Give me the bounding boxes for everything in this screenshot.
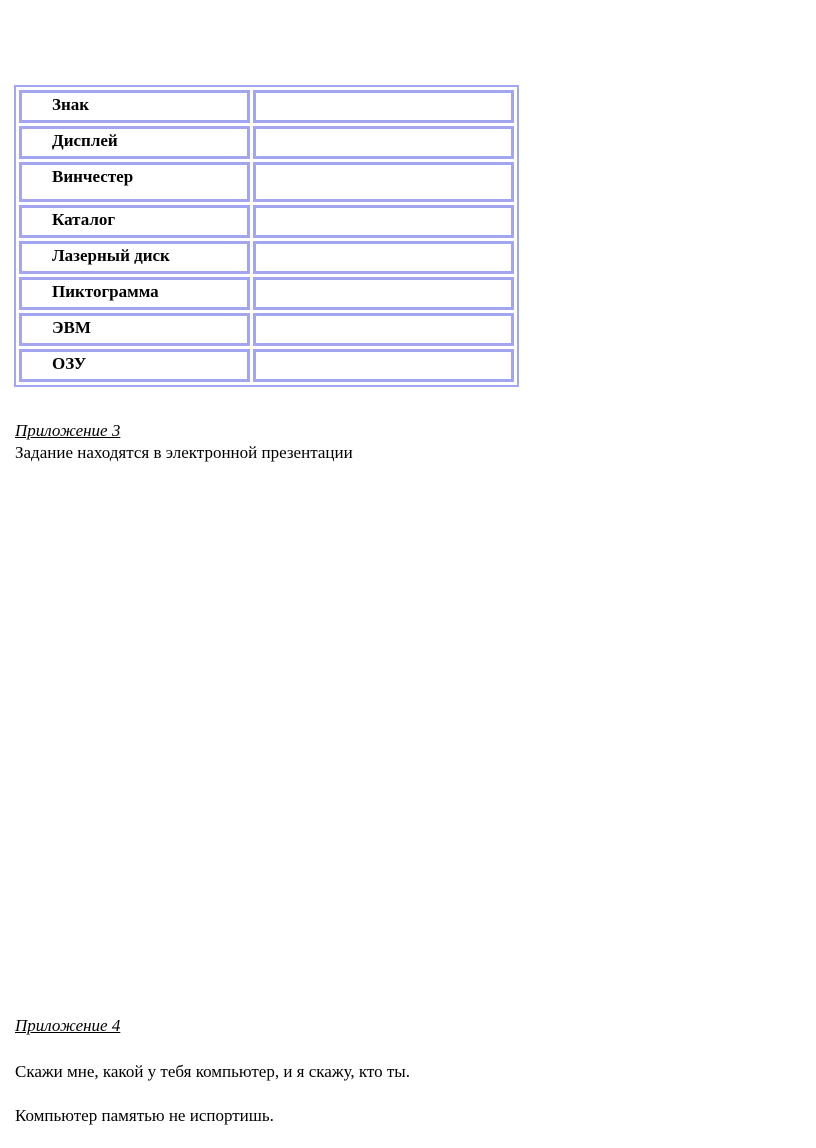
term-label: Дисплей: [52, 131, 118, 150]
answer-cell: [253, 277, 514, 310]
term-cell: [19, 205, 250, 238]
answer-cell: [253, 162, 514, 202]
table-row: [19, 277, 514, 310]
table-row: [19, 90, 514, 123]
term-cell: [19, 313, 250, 346]
answer-cell: [253, 90, 514, 123]
answer-cell: [253, 349, 514, 382]
term-label: ЭВМ: [52, 318, 91, 337]
answer-cell: [253, 241, 514, 274]
term-label: Лазерный диск: [52, 246, 170, 265]
term-label: ОЗУ: [52, 354, 87, 373]
answer-cell: [253, 205, 514, 238]
table-row: [19, 205, 514, 238]
answer-cell: [253, 126, 514, 159]
term-cell: [19, 90, 250, 123]
answer-cell: [253, 313, 514, 346]
quote-line: Компьютер памятью не испортишь.: [15, 1106, 274, 1125]
term-label: Каталог: [52, 210, 116, 229]
table-row: [19, 313, 514, 346]
table-row: [19, 126, 514, 159]
table-row: [19, 241, 514, 274]
term-label: Винчестер: [52, 167, 134, 186]
table-row: [19, 349, 514, 382]
appendix-3-title: Приложение 3: [15, 421, 121, 440]
term-label: Знак: [52, 95, 90, 114]
term-cell: [19, 277, 250, 310]
term-cell: [19, 162, 250, 202]
term-label: Пиктограмма: [52, 282, 159, 301]
appendix-4-title: Приложение 4: [15, 1016, 121, 1035]
terms-table: [14, 85, 519, 387]
table-row: [19, 162, 514, 202]
appendix-3-text: Задание находятся в электронной презентации: [15, 443, 353, 462]
quote-line: Скажи мне, какой у тебя компьютер, и я скажу, кто ты.: [15, 1062, 410, 1081]
term-cell: [19, 349, 250, 382]
term-cell: [19, 241, 250, 274]
term-cell: [19, 126, 250, 159]
